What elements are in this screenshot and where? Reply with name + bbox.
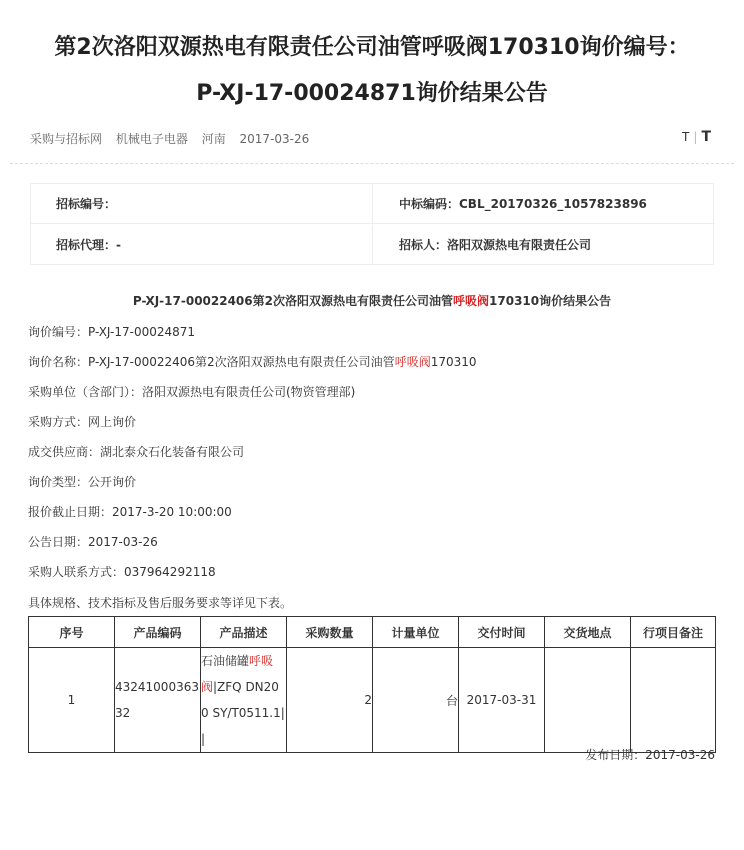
notice-subtitle (0, 292, 744, 309)
description-highlight: 呼吸阀 (201, 654, 274, 694)
description-prefix: 石油储罐 (201, 654, 250, 668)
subtitle-suffix: 170310询价结果公告 (489, 294, 612, 308)
award-code: 中标编码：CBL_20170326_1057823896 (373, 184, 715, 224)
description-suffix: |ZFQ DN200 SY/T0511.1|| (201, 680, 285, 746)
column-header: 采购数量 (287, 617, 373, 648)
purchase-method: 采购方式：网上询价 (28, 415, 137, 429)
items-table (28, 616, 716, 753)
column-header: 序号 (29, 617, 115, 648)
font-small-button[interactable]: T (682, 130, 690, 144)
table-row (29, 648, 716, 753)
quote-deadline: 报价截止日期：2017-3-20 10:00:00 (28, 505, 232, 519)
measure-unit: 台 (373, 648, 459, 753)
delivery-time: 2017-03-31 (459, 648, 545, 753)
header-divider (10, 163, 734, 164)
purchase-quantity: 2 (287, 648, 373, 753)
column-header: 计量单位 (373, 617, 459, 648)
product-description (201, 648, 287, 753)
font-large-button[interactable]: T (701, 129, 711, 145)
bid-info-table (30, 183, 714, 265)
region-link[interactable]: 河南 (201, 132, 226, 146)
inquiry-number: 询价编号：P-XJ-17-00024871 (28, 325, 196, 339)
column-header: 交付时间 (459, 617, 545, 648)
winning-supplier: 成交供应商：湖北泰众石化装备有限公司 (28, 445, 245, 459)
spec-note: 具体规格、技术指标及售后服务要求等详见下表。 (28, 596, 293, 610)
product-code: 4324100036332 (115, 648, 201, 753)
article-meta (30, 130, 319, 147)
purchasing-unit: 采购单位（含部门）：洛阳双源热电有限责任公司(物资管理部) (28, 385, 356, 399)
column-header: 行项目备注 (631, 617, 716, 648)
source-link[interactable]: 采购与招标网 (30, 132, 103, 146)
column-header: 交货地点 (545, 617, 631, 648)
font-size-separator: | (693, 130, 698, 144)
table-header-row (29, 617, 716, 648)
inquiry-name (28, 353, 477, 370)
announcement-date: 公告日期：2017-03-26 (28, 535, 158, 549)
subtitle-highlight: 呼吸阀 (453, 294, 490, 308)
meta-date: 2017-03-26 (239, 132, 310, 146)
category-link[interactable]: 机械电子电器 (115, 132, 188, 146)
line-item-remark (631, 648, 716, 753)
subtitle-prefix: P-XJ-17-00022406第2次洛阳双源热电有限责任公司油管 (132, 294, 453, 308)
purchaser-contact: 采购人联系方式：037964292118 (28, 565, 216, 579)
page-title-line-2: P-XJ-17-00024871询价结果公告 (196, 81, 548, 106)
inquiry-name-suffix: 170310 (430, 355, 477, 369)
bid-agent: 招标代理：- (31, 225, 373, 265)
publish-date: 发布日期：2017-03-26 (585, 748, 715, 762)
tenderer: 招标人：洛阳双源热电有限责任公司 (399, 238, 592, 252)
column-header: 产品编码 (115, 617, 201, 648)
bid-number: 招标编号： (31, 184, 373, 224)
delivery-location (545, 648, 631, 753)
font-size-controls (682, 129, 711, 145)
row-number: 1 (29, 648, 115, 753)
inquiry-name-prefix: 询价名称：P-XJ-17-00022406第2次洛阳双源热电有限责任公司油管 (28, 355, 395, 369)
inquiry-type: 询价类型：公开询价 (28, 475, 137, 489)
page-title-line-1: 第2次洛阳双源热电有限责任公司油管呼吸阀170310询价编号： (54, 35, 690, 60)
column-header: 产品描述 (201, 617, 287, 648)
inquiry-name-highlight: 呼吸阀 (394, 355, 431, 369)
